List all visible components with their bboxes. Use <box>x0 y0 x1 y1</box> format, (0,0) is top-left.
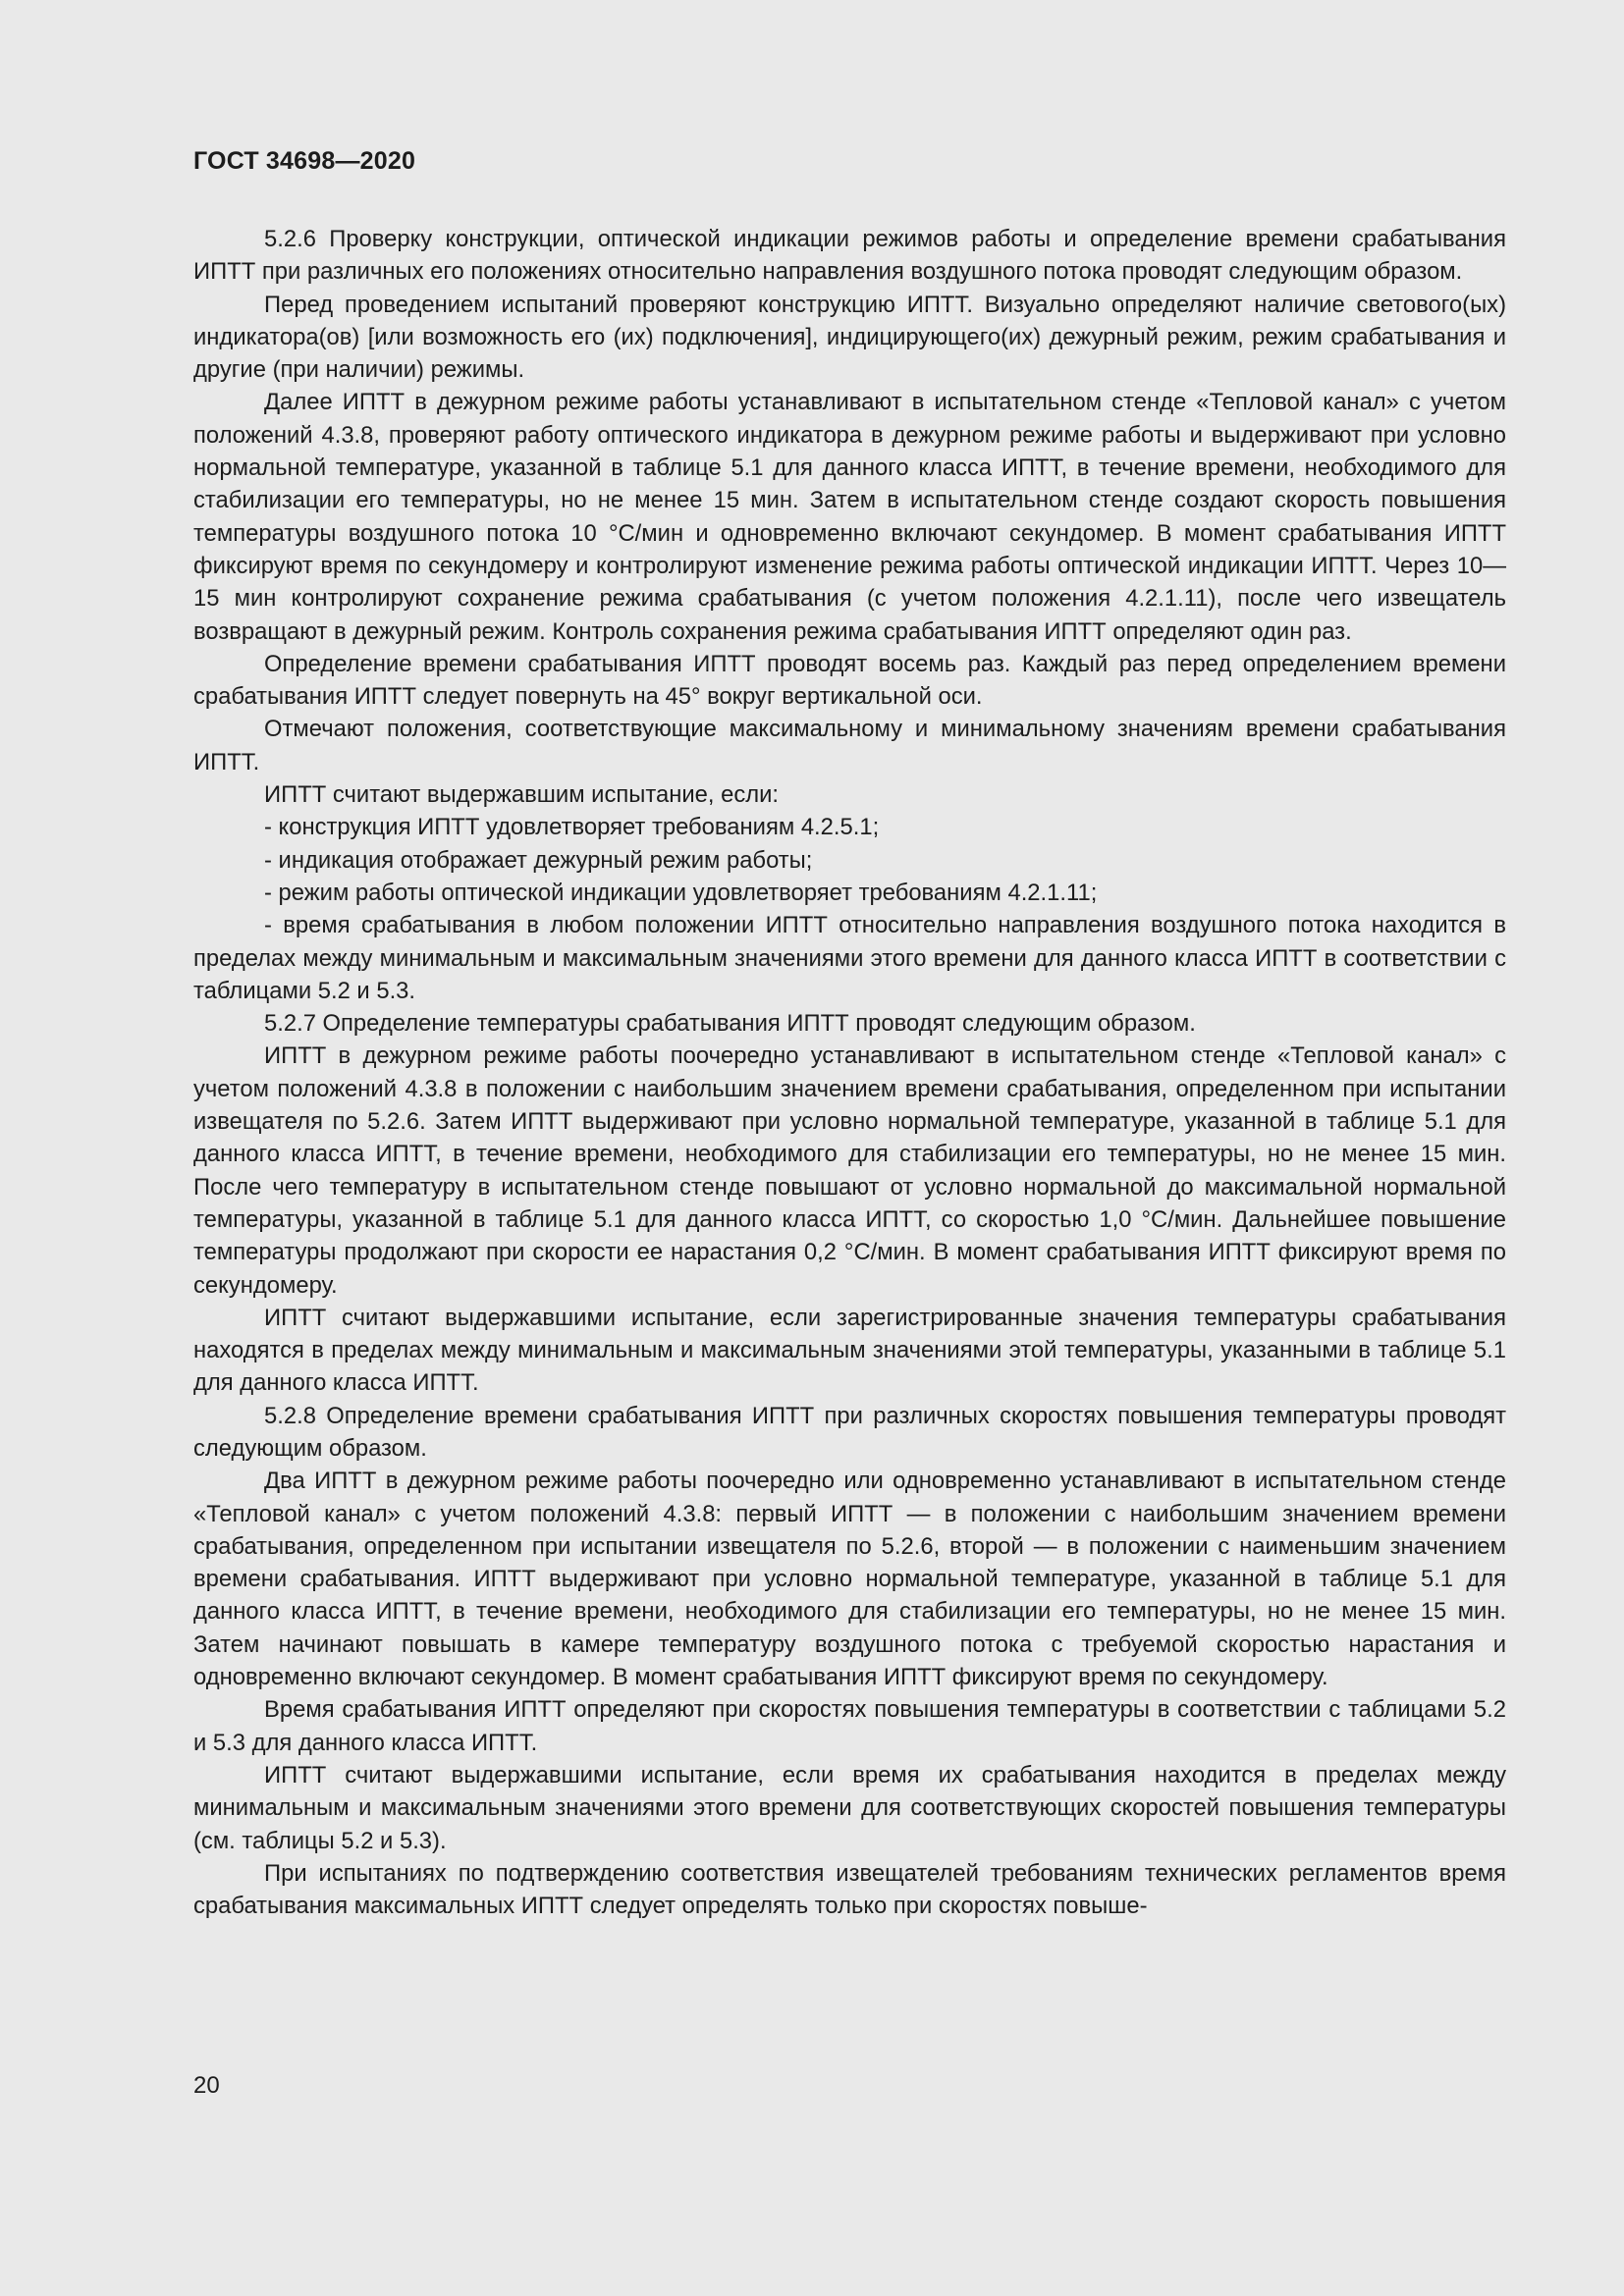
paragraph: Определение времени срабатывания ИПТТ проводят восемь раз. Каждый раз перед определением времени срабатывания ИПТТ следует повернуть на 45° вокруг вертикальной оси. <box>193 650 1506 711</box>
document-header: ГОСТ 34698—2020 <box>193 147 416 175</box>
paragraph-5-2-7: 5.2.7 Определение температуры срабатывания ИПТТ проводят следующим образом. <box>264 1010 1196 1038</box>
document-body <box>193 223 1506 1922</box>
paragraph: Перед проведением испытаний проверяют конструкцию ИПТТ. Визуально определяют наличие светового(ых) индикатора(ов) [или возможность его (их) подключения], индицирующего(их) дежурный режим, режим срабатывания и другие (при наличии) режимы. <box>193 291 1506 384</box>
paragraph: Отмечают положения, соответствующие максимальному и минимальному значениям времени срабатывания ИПТТ. <box>193 716 1506 775</box>
paragraph: Время срабатывания ИПТТ определяют при скоростях повышения температуры в соответствии с таблицами 5.2 и 5.3 для данного класса ИПТТ. <box>193 1696 1506 1756</box>
list-item: - индикация отображает дежурный режим работы; <box>264 846 813 874</box>
paragraph: При испытаниях по подтверждению соответствия извещателей требованиям технических регламентов время срабатывания максимальных ИПТТ следует определять только при скоростях повыше- <box>193 1859 1506 1920</box>
page-number: 20 <box>193 2072 220 2099</box>
paragraph: Два ИПТТ в дежурном режиме работы поочередно или одновременно устанавливают в испытательном стенде «Тепловой канал» с учетом положений 4.3.8: первый ИПТТ — в положении с наибольшим значением времени срабатывания, определенном при испытании извещателя по 5.2.6, второй — в положении с наименьшим значением времени срабатывания. ИПТТ выдерживают при условно нормальной температуре, указанной в таблице 5.1 для данного класса ИПТТ, в течение времени, необходимого для стабилизации его температуры, но не менее 15 мин. Затем начинают повышать в камере температуру воздушного потока с требуемой скоростью нарастания и одновременно включают секундомер. В момент срабатывания ИПТТ фиксируют время по секундомеру. <box>193 1468 1506 1691</box>
paragraph: ИПТТ считают выдержавшими испытание, если время их срабатывания находится в пределах между минимальным и максимальным значениями этого времени для соответствующих скоростей повышения температуры (см. таблицы 5.2 и 5.3). <box>193 1761 1506 1854</box>
paragraph-5-2-8: 5.2.8 Определение времени срабатывания ИПТТ при различных скоростях повышения температуры проводят следующим образом. <box>193 1402 1506 1462</box>
list-item: - время срабатывания в любом положении ИПТТ относительно направления воздушного потока находится в пределах между минимальным и максимальным значениями этого времени для данного класса ИПТТ в соответствии с таблицами 5.2 и 5.3. <box>193 912 1506 1004</box>
paragraph-5-2-6: 5.2.6 Проверку конструкции, оптической индикации режимов работы и определение времени срабатывания ИПТТ при различных его положениях относительно направления воздушного потока проводят следующим образом. <box>193 226 1506 286</box>
paragraph: ИПТТ считают выдержавшим испытание, если: <box>264 781 780 809</box>
paragraph: ИПТТ считают выдержавшими испытание, если зарегистрированные значения температуры срабатывания находятся в пределах между минимальным и максимальным значениями этой температуры, указанными в таблице 5.1 для данного класса ИПТТ. <box>193 1304 1506 1397</box>
paragraph: ИПТТ в дежурном режиме работы поочередно устанавливают в испытательном стенде «Тепловой канал» с учетом положений 4.3.8 в положении с наибольшим значением времени срабатывания, определенном при испытании извещателя по 5.2.6. Затем ИПТТ выдерживают при условно нормальной температуре, указанной в таблице 5.1 для данного класса ИПТТ, в течение времени, необходимого для стабилизации его температуры, но не менее 15 мин. После чего температуру в испытательном стенде повышают от условно нормальной до максимальной нормальной температуры, указанной в таблице 5.1 для данного класса ИПТТ, со скоростью 1,0 °С/мин. Дальнейшее повышение температуры продолжают при скорости ее нарастания 0,2 °С/мин. В момент срабатывания ИПТТ фиксируют время по секундомеру. <box>193 1042 1506 1299</box>
list-item: - режим работы оптической индикации удовлетворяет требованиям 4.2.1.11; <box>264 879 1098 906</box>
list-item: - конструкция ИПТТ удовлетворяет требованиям 4.2.5.1; <box>264 814 880 841</box>
paragraph: Далее ИПТТ в дежурном режиме работы устанавливают в испытательном стенде «Тепловой канал» с учетом положений 4.3.8, проверяют работу оптического индикатора в дежурном режиме работы и выдерживают при условно нормальной температуре, указанной в таблице 5.1 для данного класса ИПТТ, в течение времени, необходимого для стабилизации его температуры, но не менее 15 мин. Затем в испытательном стенде создают скорость повышения температуры воздушного потока 10 °С/мин и одновременно включают секундомер. В момент срабатывания ИПТТ фиксируют время по секундомеру и контролируют изменение режима работы оптической индикации ИПТТ. Через 10—15 мин контролируют сохранение режима срабатывания (с учетом положения 4.2.1.11), после чего извещатель возвращают в дежурный режим. Контроль сохранения режима срабатывания ИПТТ определяют один раз. <box>193 389 1506 645</box>
